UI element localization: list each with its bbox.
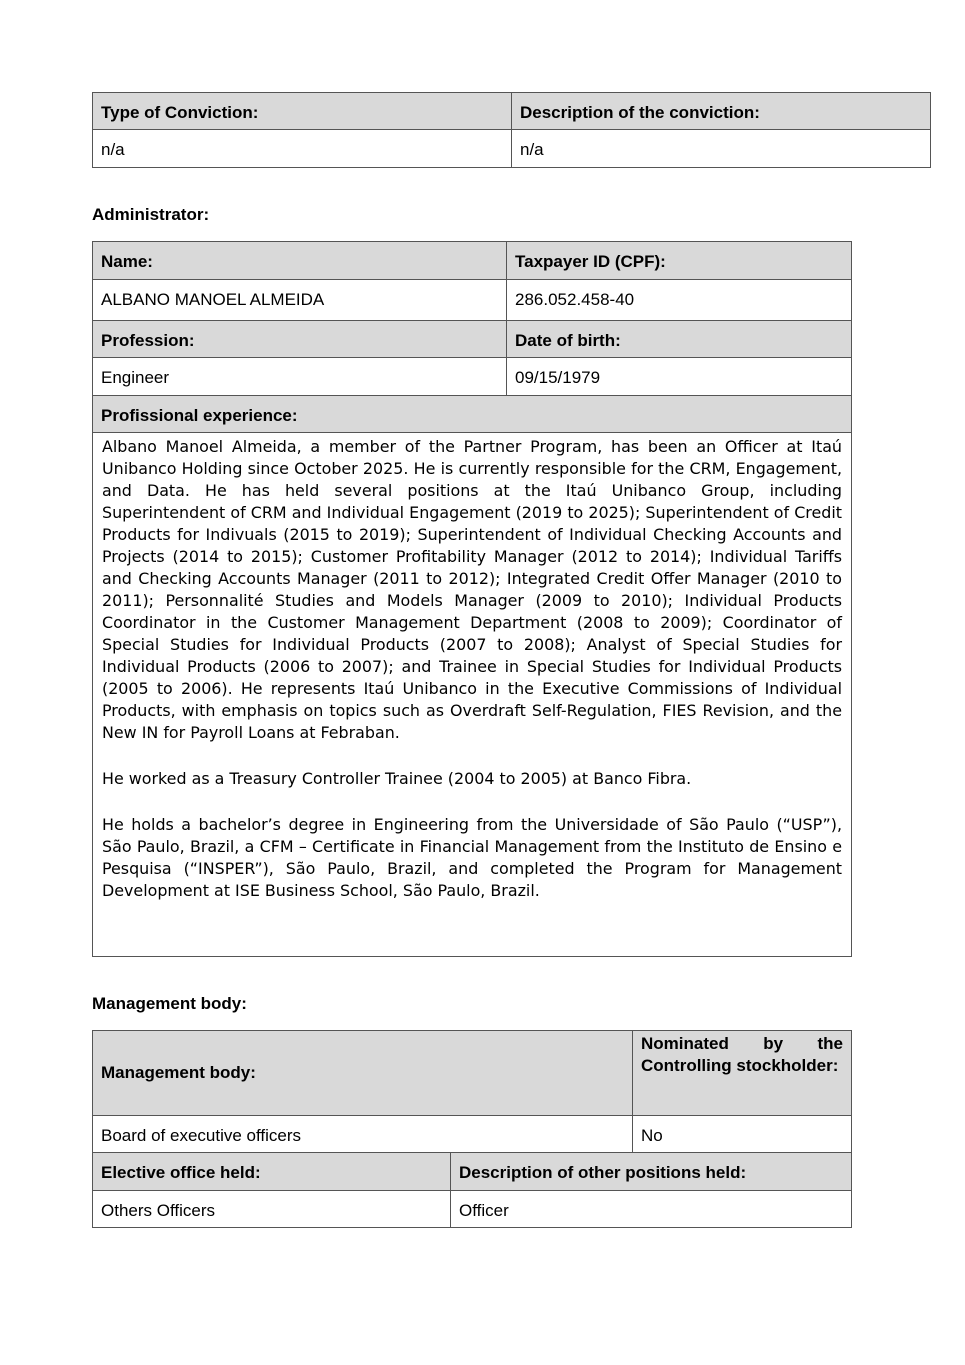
- date-of-birth-value: 09/15/1979: [507, 358, 852, 396]
- name-value: ALBANO MANOEL ALMEIDA: [93, 280, 507, 321]
- profession-value: Engineer: [93, 358, 507, 396]
- nominated-header: Nominated by the Controlling stockholder:: [633, 1031, 852, 1116]
- conviction-type-header: Type of Conviction:: [93, 93, 512, 130]
- management-table: [92, 1030, 852, 1228]
- management-body-header: [93, 1031, 633, 1116]
- conviction-table: [92, 92, 931, 168]
- administrator-section-label: Administrator:: [92, 205, 210, 224]
- experience-paragraph: He holds a bachelor’s degree in Engineering from the Universidade of São Paulo (“USP”), São Paulo, Brazil, a CFM – Certificate in Financial Management from the Instituto de Ensino e Pesquisa (“INSPER”), São Paulo, Brazil, and completed the Program for Management Development at ISE Business School, São Paulo, Brazil.: [102, 814, 842, 900]
- conviction-type-value: n/a: [93, 130, 512, 168]
- taxpayer-id-value: 286.052.458-40: [507, 280, 852, 321]
- elective-office-header: Elective office held:: [93, 1153, 451, 1191]
- experience-text: [93, 433, 852, 957]
- profession-header: Profession:: [93, 321, 507, 358]
- conviction-description-header: Description of the conviction:: [512, 93, 931, 130]
- administrator-table: [92, 241, 852, 957]
- management-body-header-text: Management body:: [101, 1063, 256, 1082]
- experience-paragraph: He worked as a Treasury Controller Trainee (2004 to 2005) at Banco Fibra.: [102, 768, 692, 788]
- conviction-description-value: n/a: [512, 130, 931, 168]
- experience-paragraph: Albano Manoel Almeida, a member of the Partner Program, has been an Officer at Itaú Unibanco Holding since October 2025. He is currently responsible for the CRM, Engagement, and Data. He has held several positions at the Itaú Unibanco Group, including Superintendent of CRM and Individual Engagement (2019 to 2025); Superintendent of Credit Products for Indivuals (2015 to 2019); Superintendent of Individual Checking Accounts and Projects (2014 to 2015); Customer Profitability Manager (2012 to 2014); Individual Tariffs and Checking Accounts Manager (2011 to 2012); Integrated Credit Offer Manager (2010 to 2011); Personnalité Studies and Models Manager (2009 to 2010); Individual Products Coordinator in the Customer Management Department (2008 to 2009); Coordinator of Special Studies for Individual Products (2007 to 2008); Analyst of Special Studies for Individual Products (2006 to 2007); and Trainee in Special Studies for Individual Products (2005 to 2006). He represents Itaú Unibanco in the Executive Commissions of Individual Products, with emphasis on topics such as Overdraft Self-Regulation, FIES Revision, and the New IN for Payroll Loans at Febraban.: [102, 437, 842, 742]
- nominated-value: No: [633, 1116, 852, 1153]
- management-body-value: Board of executive officers: [93, 1116, 633, 1153]
- taxpayer-id-header: Taxpayer ID (CPF):: [507, 242, 852, 280]
- elective-office-value: Others Officers: [93, 1191, 451, 1228]
- name-header: Name:: [93, 242, 507, 280]
- management-section-label: Management body:: [92, 994, 247, 1013]
- date-of-birth-header: Date of birth:: [507, 321, 852, 358]
- other-positions-value: Officer: [451, 1191, 852, 1228]
- experience-header: Profissional experience:: [93, 396, 852, 433]
- other-positions-header: Description of other positions held:: [451, 1153, 852, 1191]
